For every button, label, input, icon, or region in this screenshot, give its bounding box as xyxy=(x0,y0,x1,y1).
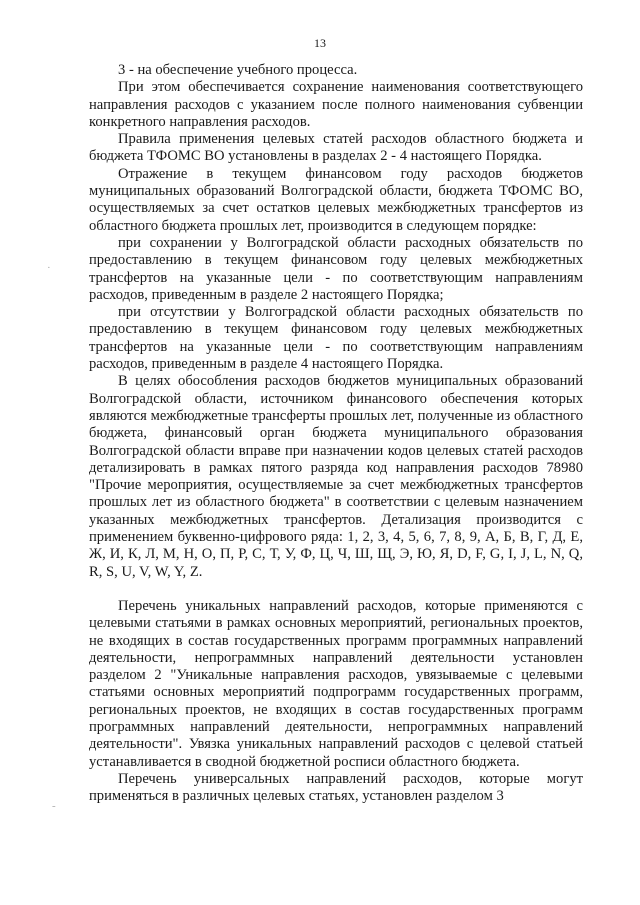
paragraph: Отражение в текущем финансовом году расходов бюджетов муниципальных образований Волгоградской области, бюджета ТФОМС ВО, осуществляемых за счет остатков целевых межбюджетных трансфертов из областного бюджета прошлых лет, производится в следующем порядке: xyxy=(89,165,583,234)
paragraph: при сохранении у Волгоградской области расходных обязательств по предоставлению в текущем финансовом году целевых межбюджетных трансфертов на указанные цели - по соответствующим направлениям расходов, приведенным в разделе 2 настоящего Порядка; xyxy=(89,234,583,303)
paragraph: Правила применения целевых статей расходов областного бюджета и бюджета ТФОМС ВО установлены в разделах 2 - 4 настоящего Порядка. xyxy=(89,131,583,165)
paragraph: При этом обеспечивается сохранение наименования соответствующего направления расходов с указанием после полного наименования субвенции конкретного направления расходов. xyxy=(89,79,583,130)
scan-mark: - xyxy=(52,800,56,812)
paragraph: 3 - на обеспечение учебного процесса. xyxy=(118,62,358,78)
paragraph: Перечень универсальных направлений расходов, которые могут применяться в различных целевых статьях, установлен разделом 3 xyxy=(89,770,583,805)
paragraph: при отсутствии у Волгоградской области расходных обязательств по предоставлению в текущем финансовом году целевых межбюджетных трансфертов на указанные цели - по соответствующим направлениям расходов, приведенным в разделе 4 настоящего Порядка. xyxy=(89,304,583,373)
document-body xyxy=(89,62,583,805)
paragraph: Перечень уникальных направлений расходов, которые применяются с целевыми статьями в рамках основных мероприятий, региональных проектов, не входящих в состав государственных программ программных направлений деятельности, непрограммных направлений деятельности установлен разделом 2 "Уникальные направления расходов, увязываемые с целевыми статьями основных мероприятий подпрограмм государственных программ, региональных проектов, не входящих в состав государственных программ программных направлений деятельности, непрограммных направлений деятельности". Увязка уникальных направлений расходов с целевой статьей устанавливается в сводной бюджетной росписи областного бюджета. xyxy=(89,597,583,770)
page-number: 13 xyxy=(314,36,326,50)
scan-mark: · xyxy=(47,262,51,274)
paragraph: В целях обособления расходов бюджетов муниципальных образований Волгоградской области, источником финансового обеспечения которых являются межбюджетные трансферты прошлых лет, полученные из областного бюджета, финансовый орган бюджета муниципального образования Волгоградской области вправе при назначении кодов целевых статей расходов детализировать в рамках пятого разряда код направления расходов 78980 "Прочие мероприятия, осуществляемые за счет межбюджетных трансфертов прошлых лет из областного бюджета" в соответствии с целевым назначением указанных межбюджетных трансфертов. Детализация производится с применением буквенно-цифрового ряда: 1, 2, 3, 4, 5, 6, 7, 8, 9, А, Б, В, Г, Д, Е, Ж, И, К, Л, М, Н, О, П, Р, С, Т, У, Ф, Ц, Ч, Ш, Щ, Э, Ю, Я, D, F, G, I, J, L, N, Q, R, S, U, V, W, Y, Z. xyxy=(89,373,583,580)
